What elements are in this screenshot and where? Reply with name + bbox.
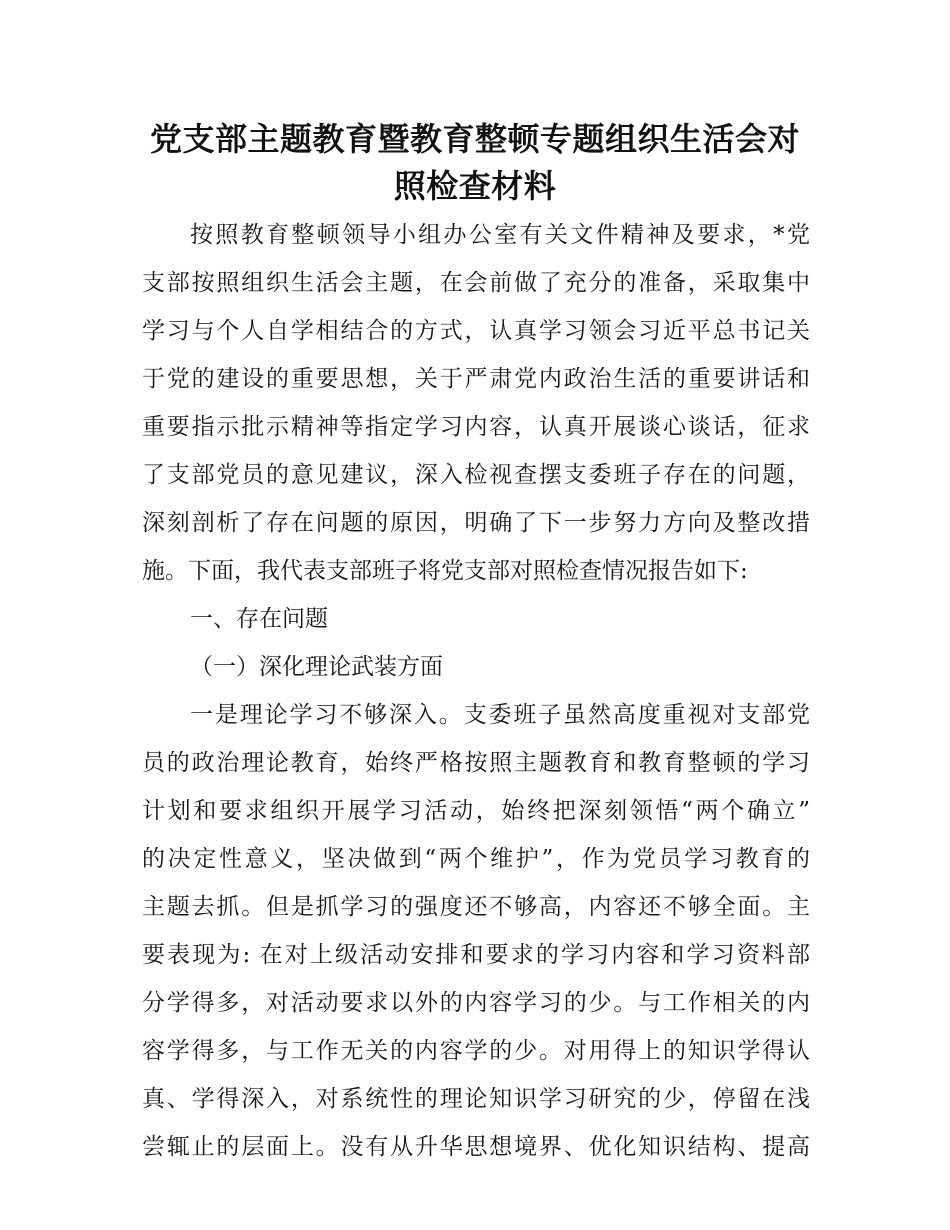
paragraph-1-line-1: 按照教育整顿领导小组办公室有关文件精神及要求，*党 [190,222,810,248]
paragraph-2-line-5: 主题去抓。但是抓学习的强度还不够高，内容还不够全面。主 [142,894,810,920]
document-title-line-1: 党支部主题教育暨教育整顿专题组织生活会对 [149,120,800,158]
paragraph-1-line-5: 重要指示批示精神等指定学习内容，认真开展谈心谈话，征求 [142,414,810,440]
paragraph-2-line-3: 计划和要求组织开展学习活动，始终把深刻领悟“两个确立” [142,798,810,824]
paragraph-2-line-6: 要表现为: 在对上级活动安排和要求的学习内容和学习资料部 [142,942,810,968]
paragraph-1-line-7: 深刻剖析了存在问题的原因，明确了下一步努力方向及整改措 [142,510,810,536]
section-heading: 一、存在问题 [190,606,328,632]
paragraph-1-line-6: 了支部党员的意见建议，深入检视查摆支委班子存在的问题， [142,462,810,488]
paragraph-2-line-8: 容学得多，与工作无关的内容学的少。对用得上的知识学得认 [142,1038,810,1064]
paragraph-1-line-8: 施。下面，我代表支部班子将党支部对照检查情况报告如下: [142,558,748,584]
paragraph-2-line-1: 一是理论学习不够深入。支委班子虽然高度重视对支部党 [190,702,810,728]
paragraph-1-line-2: 支部按照组织生活会主题，在会前做了充分的准备，采取集中 [142,270,810,296]
paragraph-2-line-2: 员的政治理论教育，始终严格按照主题教育和教育整顿的学习 [142,750,810,776]
subsection-heading: （一）深化理论武装方面 [190,654,443,680]
paragraph-2-line-10: 尝辄止的层面上。没有从升华思想境界、优化知识结构、提高 [142,1134,810,1160]
paragraph-1-line-4: 于党的建设的重要思想，关于严肃党内政治生活的重要讲话和 [142,366,810,392]
paragraph-1-line-3: 学习与个人自学相结合的方式，认真学习领会习近平总书记关 [142,318,810,344]
paragraph-2-line-9: 真、学得深入，对系统性的理论知识学习研究的少，停留在浅 [142,1086,810,1112]
paragraph-2-line-7: 分学得多，对活动要求以外的内容学习的少。与工作相关的内 [142,990,810,1016]
paragraph-2-line-4: 的决定性意义，坚决做到“两个维护”，作为党员学习教育的 [142,846,810,872]
document-title-line-2: 照检查材料 [393,167,557,205]
